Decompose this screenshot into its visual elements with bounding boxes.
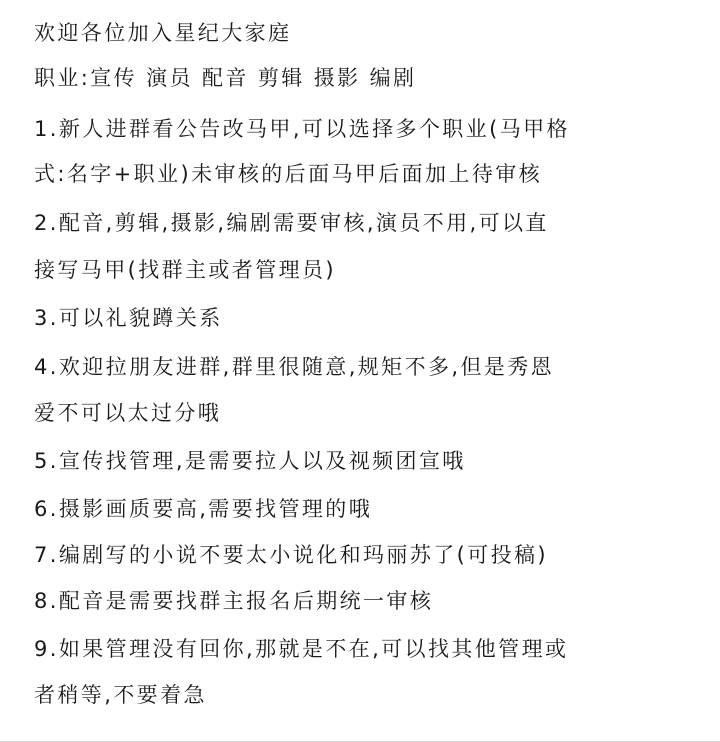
- rule-8: 8.配音是需要找群主报名后期统一审核: [34, 589, 434, 613]
- rule-2-line-1: 2.配音,剪辑,摄影,编剧需要审核,演员不用,可以直: [34, 211, 549, 235]
- rule-3: 3.可以礼貌蹲关系: [34, 306, 223, 330]
- rule-4-line-2: 爱不可以太过分哦: [34, 401, 222, 425]
- roles-line: 职业:宣传 演员 配音 剪辑 摄影 编剧: [34, 66, 417, 90]
- rule-1-line-1: 1.新人进群看公告改马甲,可以选择多个职业(马甲格: [34, 117, 570, 141]
- announcement-title: 欢迎各位加入星纪大家庭: [34, 21, 292, 45]
- rule-9-line-2: 者稍等,不要着急: [34, 683, 207, 707]
- rule-6: 6.摄影画质要高,需要找管理的哦: [34, 497, 373, 521]
- rule-5: 5.宣传找管理,是需要拉人以及视频团宣哦: [34, 449, 466, 473]
- rule-2-line-2: 接写马甲(找群主或者管理员): [34, 258, 336, 282]
- rule-9-line-1: 9.如果管理没有回你,那就是不在,可以找其他管理或: [34, 637, 569, 661]
- rule-4-line-1: 4.欢迎拉朋友进群,群里很随意,规矩不多,但是秀恩: [34, 355, 555, 379]
- rule-1-line-2: 式:名字+职业)未审核的后面马甲后面加上待审核: [34, 162, 543, 186]
- rule-7: 7.编剧写的小说不要太小说化和玛丽苏了(可投稿): [34, 543, 549, 567]
